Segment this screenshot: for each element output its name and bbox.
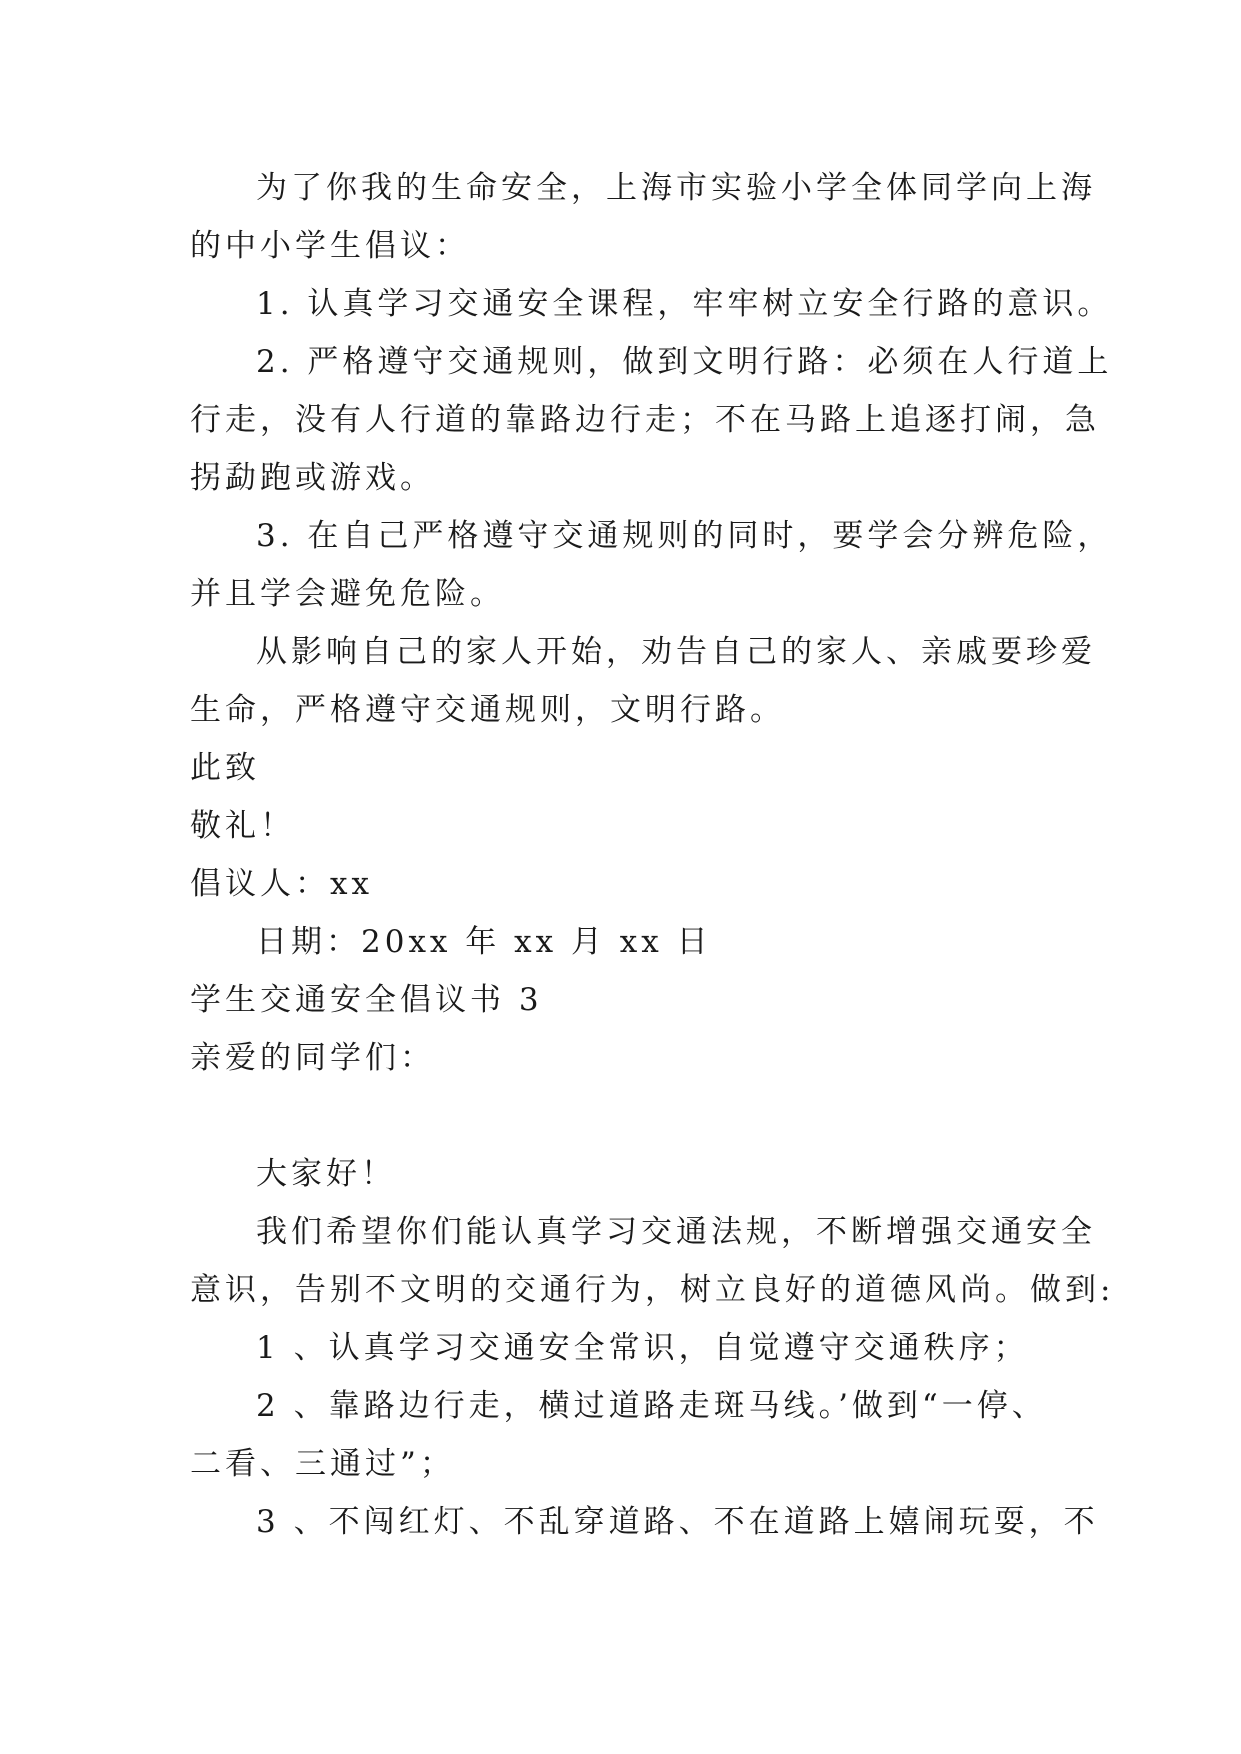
paragraph-line: 为了你我的生命安全，上海市实验小学全体同学向上海 — [256, 170, 1096, 206]
greeting-hello: 大家好！ — [256, 1156, 396, 1192]
greeting-line: 亲爱的同学们： — [190, 1040, 435, 1076]
paragraph-line: 的中小学生倡议： — [190, 228, 470, 264]
list-item-3: 3 、不闯红灯、不乱穿道路、不在道路上嬉闹玩耍，不 — [256, 1504, 1099, 1540]
closing-regards: 敬礼！ — [190, 808, 295, 844]
paragraph-line: 并且学会避免危险。 — [190, 576, 505, 612]
list-item-1: 1 、认真学习交通安全常识，自觉遵守交通秩序； — [256, 1330, 1029, 1366]
closing-salutation: 此致 — [190, 750, 260, 786]
list-item-1: 1. 认真学习交通安全课程，牢牢树立安全行路的意识。 — [256, 286, 1113, 322]
paragraph-line: 从影响自己的家人开始，劝告自己的家人、亲戚要珍爱 — [256, 634, 1096, 670]
date-line: 日期：20xx 年 xx 月 xx 日 — [256, 924, 712, 960]
proposer-line: 倡议人：xx — [190, 866, 373, 902]
paragraph-line: 我们希望你们能认真学习交通法规，不断增强交通安全 — [256, 1214, 1096, 1250]
paragraph-line: 拐勐跑或游戏。 — [190, 460, 435, 496]
paragraph-line: 意识，告别不文明的交通行为，树立良好的道德风尚。做到: — [190, 1272, 1115, 1308]
list-item-2: 2. 严格遵守交通规则，做到文明行路：必须在人行道上 — [256, 344, 1113, 380]
paragraph-line: 生命，严格遵守交通规则，文明行路。 — [190, 692, 785, 728]
paragraph-line: 行走，没有人行道的靠路边行走；不在马路上追逐打闹，急 — [190, 402, 1100, 438]
paragraph-line: 二看、三通过”； — [190, 1446, 455, 1482]
list-item-3: 3. 在自己严格遵守交通规则的同时，要学会分辨危险， — [256, 518, 1113, 554]
section-title: 学生交通安全倡议书 3 — [190, 982, 543, 1018]
list-item-2: 2 、靠路边行走，横过道路走斑马线。’做到“一停、 — [256, 1388, 1047, 1424]
